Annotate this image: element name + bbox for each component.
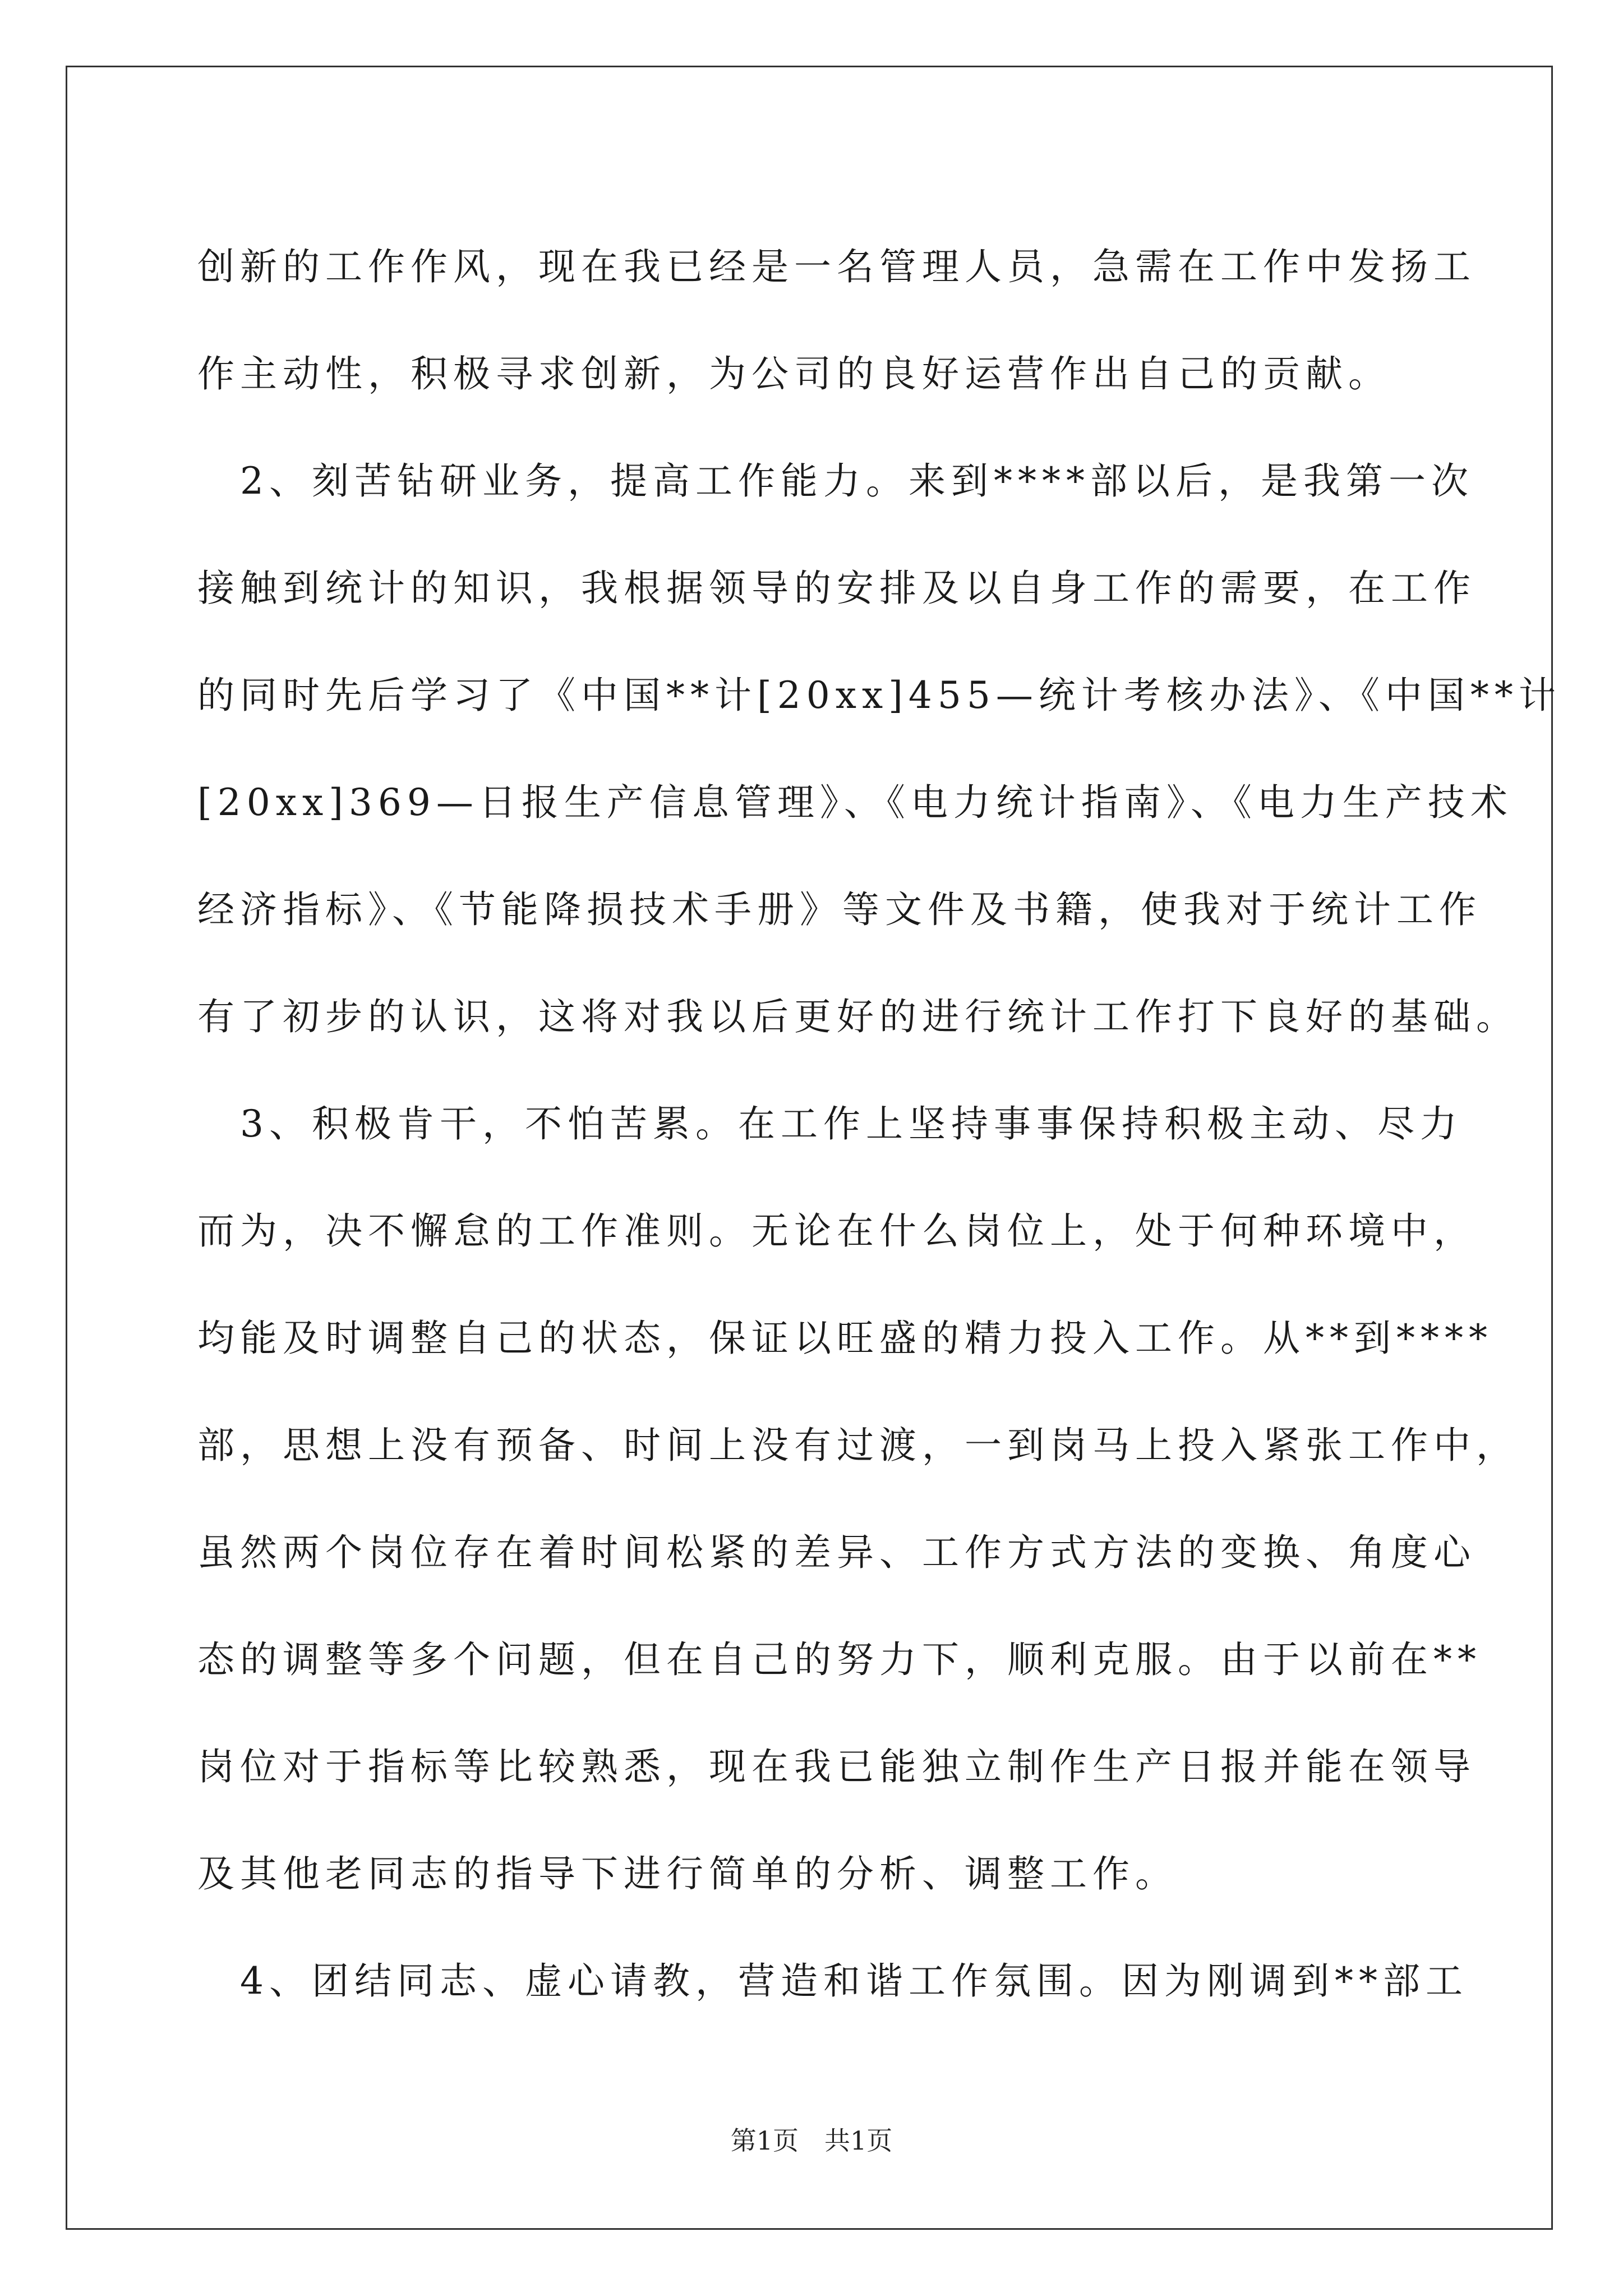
text-line: 有了初步的认识，这将对我以后更好的进行统计工作打下良好的基础。 <box>197 995 1519 1038</box>
text-line: 而为，决不懈怠的工作准则。无论在什么岗位上，处于何种环境中， <box>197 1209 1476 1253</box>
text-line: 的同时先后学习了《中国**计[20xx]455—统计考核办法》、《中国**计 <box>197 674 1561 717</box>
document-body <box>197 213 1561 2035</box>
page-number-label: 第1页 共1页 <box>730 2125 893 2156</box>
text-line: 岗位对于指标等比较熟悉，现在我已能独立制作生产日报并能在领导 <box>197 1745 1476 1788</box>
text-line: 均能及时调整自己的状态，保证以旺盛的精力投入工作。从**到**** <box>197 1317 1493 1360</box>
text-line: 部，思想上没有预备、时间上没有过渡，一到岗马上投入紧张工作中， <box>197 1424 1519 1467</box>
text-line: 4、团结同志、虚心请教，营造和谐工作氛围。因为刚调到**部工 <box>197 1959 1468 2003</box>
text-line: 作主动性，积极寻求创新，为公司的良好运营作出自己的贡献。 <box>197 352 1391 395</box>
text-line: 及其他老同志的指导下进行简单的分析、调整工作。 <box>197 1852 1178 1895</box>
text-line: 2、刻苦钻研业务，提高工作能力。来到****部以后，是我第一次 <box>197 459 1474 503</box>
text-line: 3、积极肯干，不怕苦累。在工作上坚持事事保持积极主动、尽力 <box>197 1102 1463 1145</box>
text-line: 创新的工作作风，现在我已经是一名管理人员，急需在工作中发扬工 <box>197 245 1476 288</box>
text-line: 虽然两个岗位存在着时间松紧的差异、工作方式方法的变换、角度心 <box>197 1531 1476 1574</box>
text-line: 接触到统计的知识，我根据领导的安排及以自身工作的需要，在工作 <box>197 567 1476 610</box>
text-line: 态的调整等多个问题，但在自己的努力下，顺利克服。由于以前在** <box>197 1638 1482 1681</box>
page-footer <box>0 2120 1623 2157</box>
text-line: 经济指标》、《节能降损技术手册》等文件及书籍，使我对于统计工作 <box>197 888 1482 931</box>
text-line: [20xx]369—日报生产信息管理》、《电力统计指南》、《电力生产技术 <box>197 781 1513 824</box>
